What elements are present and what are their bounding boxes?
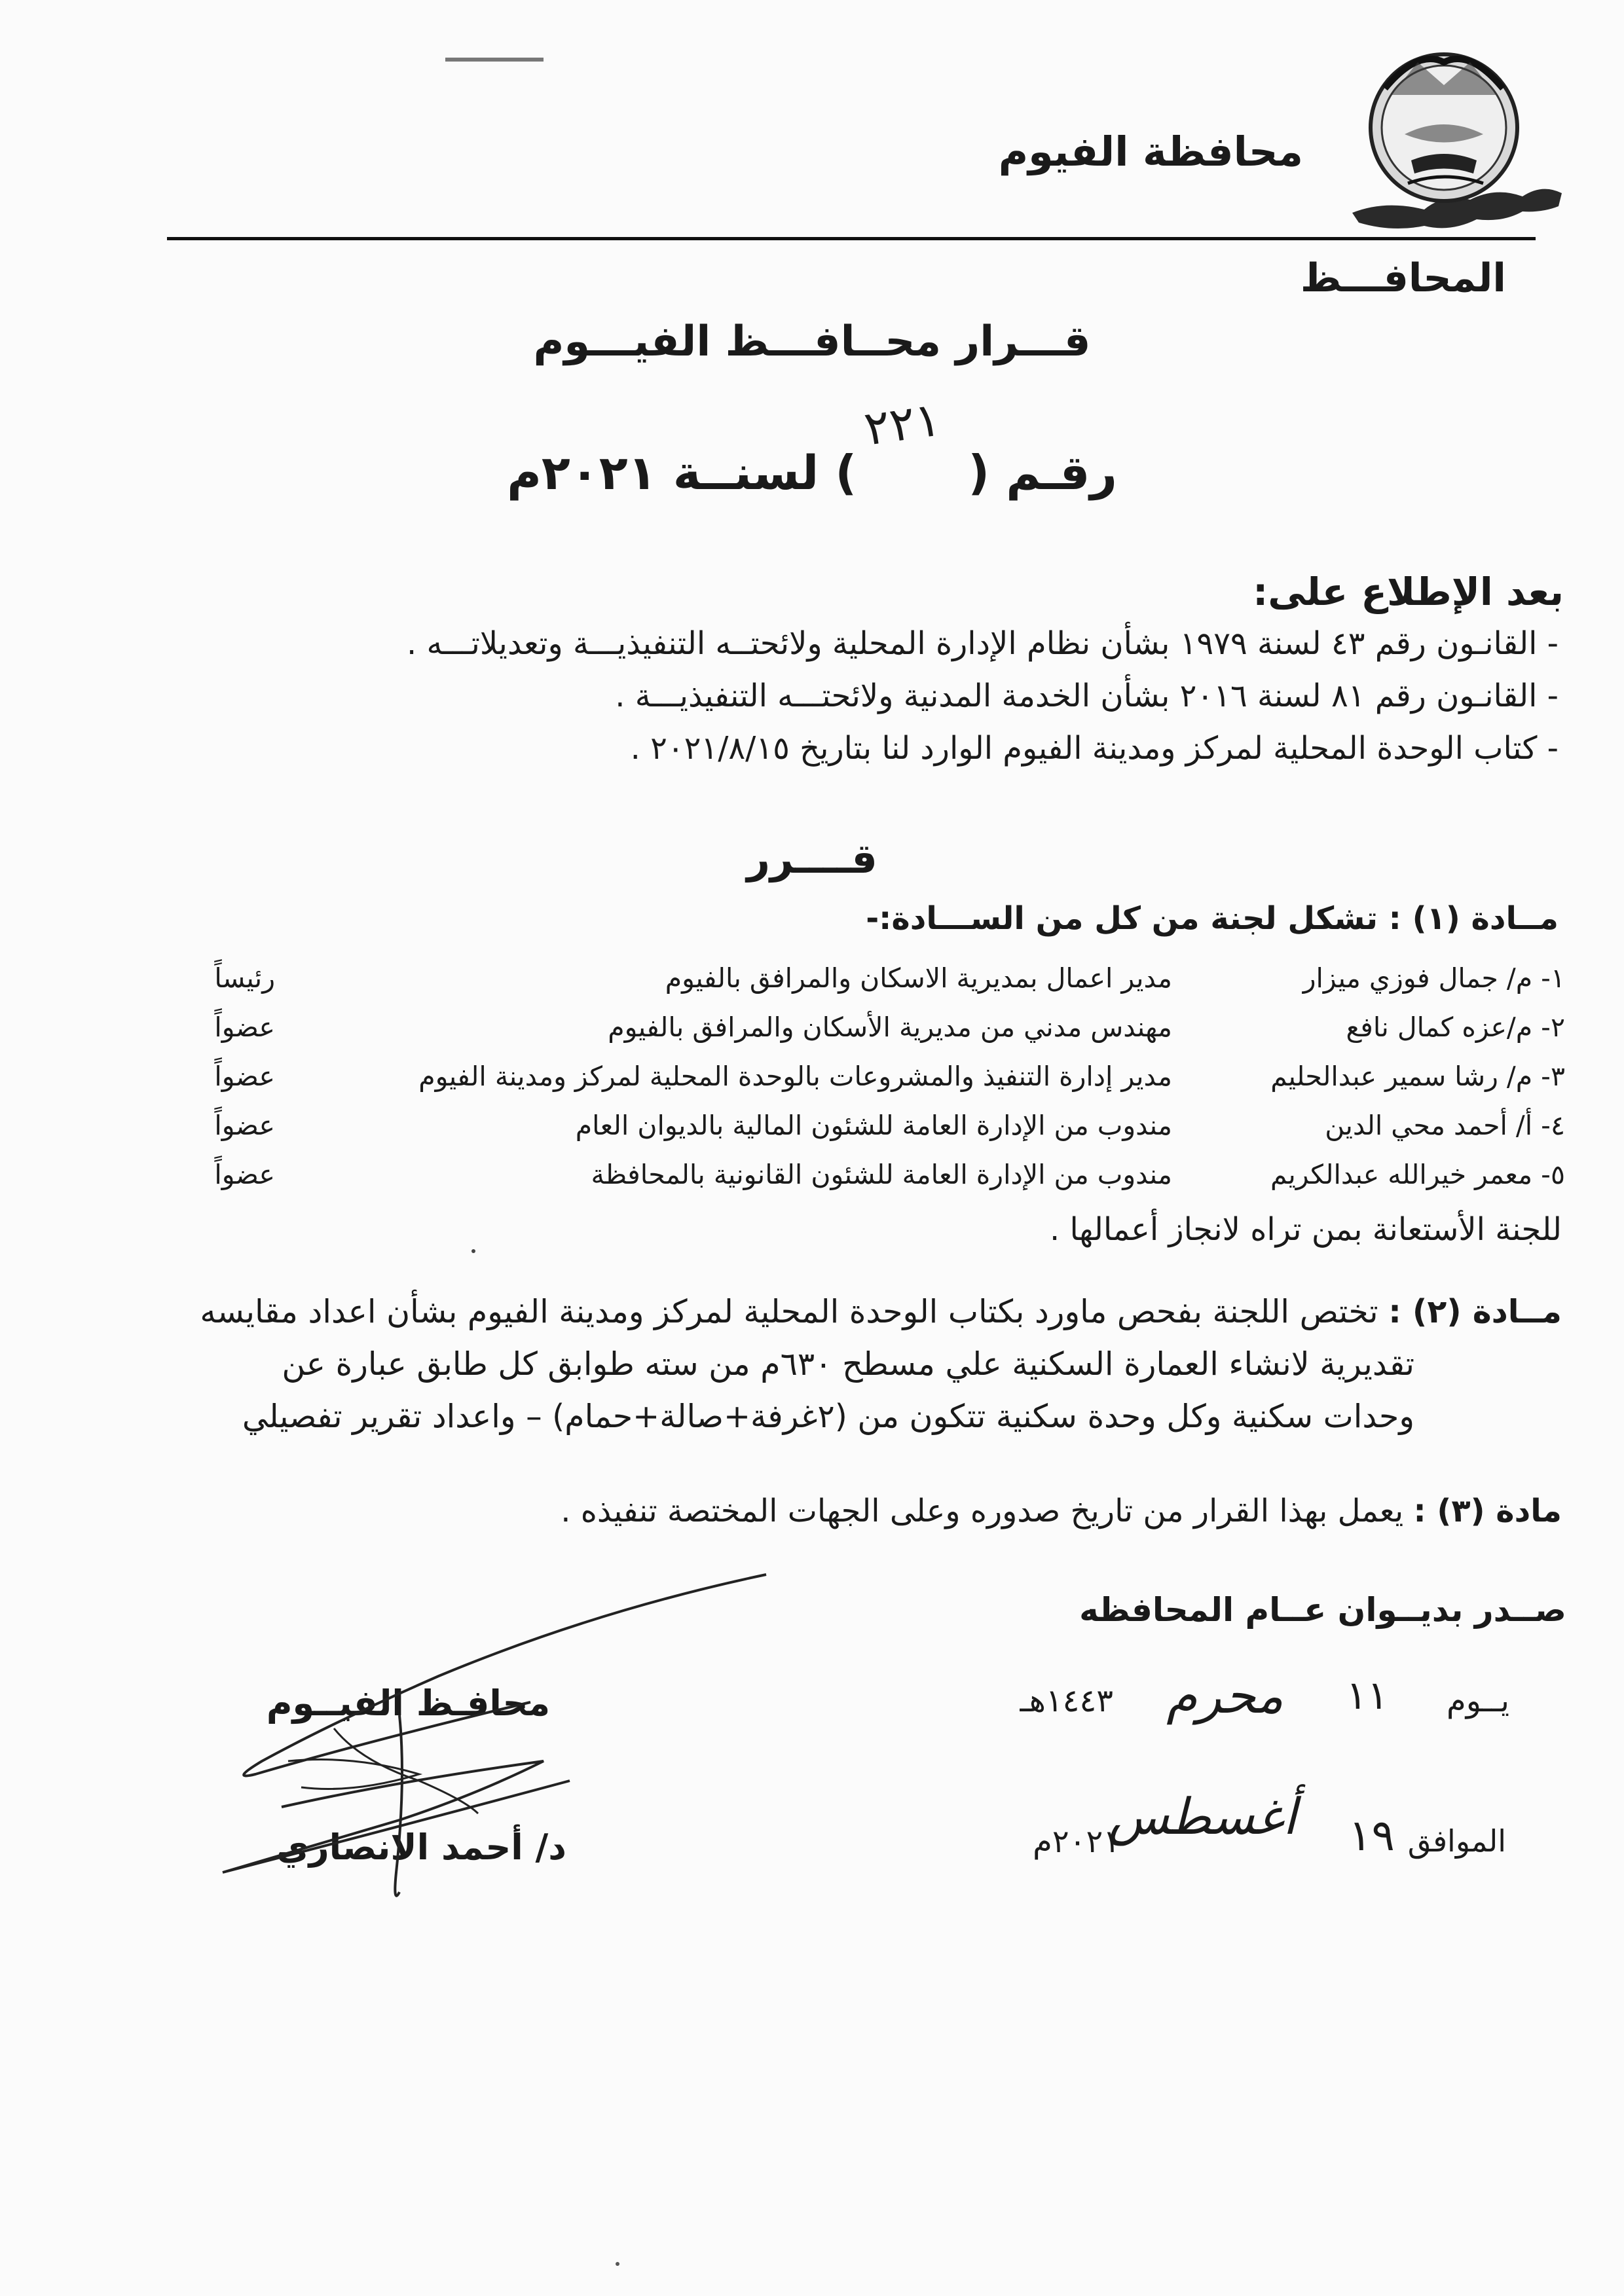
member-role: رئيساً	[214, 962, 275, 994]
signer-title: محافـظ الفيــوم	[266, 1683, 550, 1724]
member-role: عضواً	[214, 1061, 275, 1092]
governorate-name: محافظة الفيوم	[998, 128, 1303, 175]
article-3	[561, 1493, 1562, 1529]
member-title: مهندس مدني من مديرية الأسكان والمرافق بالفيوم	[608, 1011, 1172, 1043]
member-name: ٤- أ/ أحمد محي الدين	[1325, 1110, 1565, 1141]
preamble-item: - كتاب الوحدة المحلية لمركز ومدينة الفيوم الوارد لنا بتاريخ ٢٠٢١/٨/١٥ .	[630, 730, 1559, 767]
handwritten-signature	[203, 1565, 792, 1905]
member-role: عضواً	[214, 1110, 275, 1141]
signer-name: د/ أحمد الانصاري	[276, 1827, 566, 1868]
gregorian-month-handwritten: أغسطس	[1108, 1787, 1297, 1846]
article-1-closing: للجنة الأستعانة بمن تراه لانجاز أعمالها .	[1049, 1211, 1562, 1248]
header-divider	[167, 237, 1536, 240]
article-2-line: وحدات سكنية وكل وحدة سكنية تتكون من (٢غرفة+صالة+حمام) – واعداد تقرير تفصيلي	[242, 1398, 1414, 1435]
governor-title: المحافـــظ	[1300, 255, 1506, 301]
preamble-heading: بعد الإطلاع على:	[1253, 570, 1564, 614]
decides-heading: قــــرر	[747, 835, 877, 883]
hijri-year: ١٤٤٣هـ	[1020, 1683, 1113, 1719]
member-title: مدير إدارة التنفيذ والمشروعات بالوحدة المحلية لمركز ومدينة الفيوم	[418, 1061, 1172, 1092]
date-day-label: يــوم	[1447, 1683, 1509, 1719]
header-mark	[445, 58, 544, 62]
issued-at: صــدر بديــوان عــام المحافظه	[1079, 1591, 1566, 1629]
gregorian-day: ١٩	[1348, 1810, 1395, 1861]
member-name: ٥- معمر خيرالله عبدالكريم	[1270, 1159, 1565, 1190]
decision-number-prefix: رقـم (	[968, 445, 1117, 500]
hijri-month-handwritten: محرم	[1166, 1666, 1283, 1724]
member-name: ٢- م/عزه كمال نافع	[1346, 1011, 1565, 1043]
article-2-text: تختص اللجنة بفحص ماورد بكتاب الوحدة المحلية لمركز ومدينة الفيوم بشأن اعداد مقايسه	[200, 1293, 1378, 1330]
article-2-line	[200, 1293, 1562, 1330]
member-title: مندوب من الإدارة العامة للشئون القانونية بالمحافظة	[591, 1159, 1172, 1190]
handwritten-decision-number: ٢٢١	[860, 391, 944, 456]
decision-number-suffix: ) لسنــة ٢٠٢١م	[507, 445, 857, 500]
member-role: عضواً	[214, 1159, 275, 1190]
gregorian-year: ٢٠٢١م	[1033, 1823, 1120, 1860]
date-day-number: ١١	[1346, 1673, 1388, 1719]
date-corresponding-label: الموافق	[1407, 1823, 1506, 1859]
member-title: مندوب من الإدارة العامة للشئون المالية بالديوان العام	[575, 1110, 1172, 1141]
member-name: ٣- م/ رشا سمير عبدالحليم	[1270, 1061, 1565, 1092]
decision-number	[0, 445, 1624, 500]
member-title: مدير اعمال بمديرية الاسكان والمرافق بالفيوم	[665, 962, 1172, 994]
article-1-heading: مــادة (١) : تشكل لجنة من كل من الســـادة:-	[866, 900, 1559, 937]
preamble-item: - القانـون رقم ٨١ لسنة ٢٠١٦ بشأن الخدمة المدنية ولائحتـــه التنفيذيـــة .	[615, 678, 1559, 714]
article-3-label: مادة (٣) :	[1413, 1493, 1562, 1529]
article-2-line: تقديرية لانشاء العمارة السكنية علي مسطح ٦٣٠م من سته طوابق كل طابق عبارة عن	[282, 1345, 1414, 1383]
member-role: عضواً	[214, 1011, 275, 1043]
article-3-text: يعمل بهذا القرار من تاريخ صدوره وعلى الجهات المختصة تنفيذه .	[561, 1493, 1404, 1529]
member-name: ١- م/ جمال فوزي ميزار	[1302, 962, 1565, 994]
scan-speck	[616, 2262, 619, 2266]
preamble-item: - القانـون رقم ٤٣ لسنة ١٩٧٩ بشأن نظام الإدارة المحلية ولائحتــه التنفيذيـــة وتعديلاتـــه .	[407, 625, 1559, 662]
fayoum-logo	[1346, 36, 1568, 239]
article-2-label: مــادة (٢) :	[1388, 1293, 1562, 1330]
scan-speck	[471, 1249, 475, 1253]
decision-title: قـــرار محــافـــظ الفيـــوم	[533, 318, 1091, 366]
